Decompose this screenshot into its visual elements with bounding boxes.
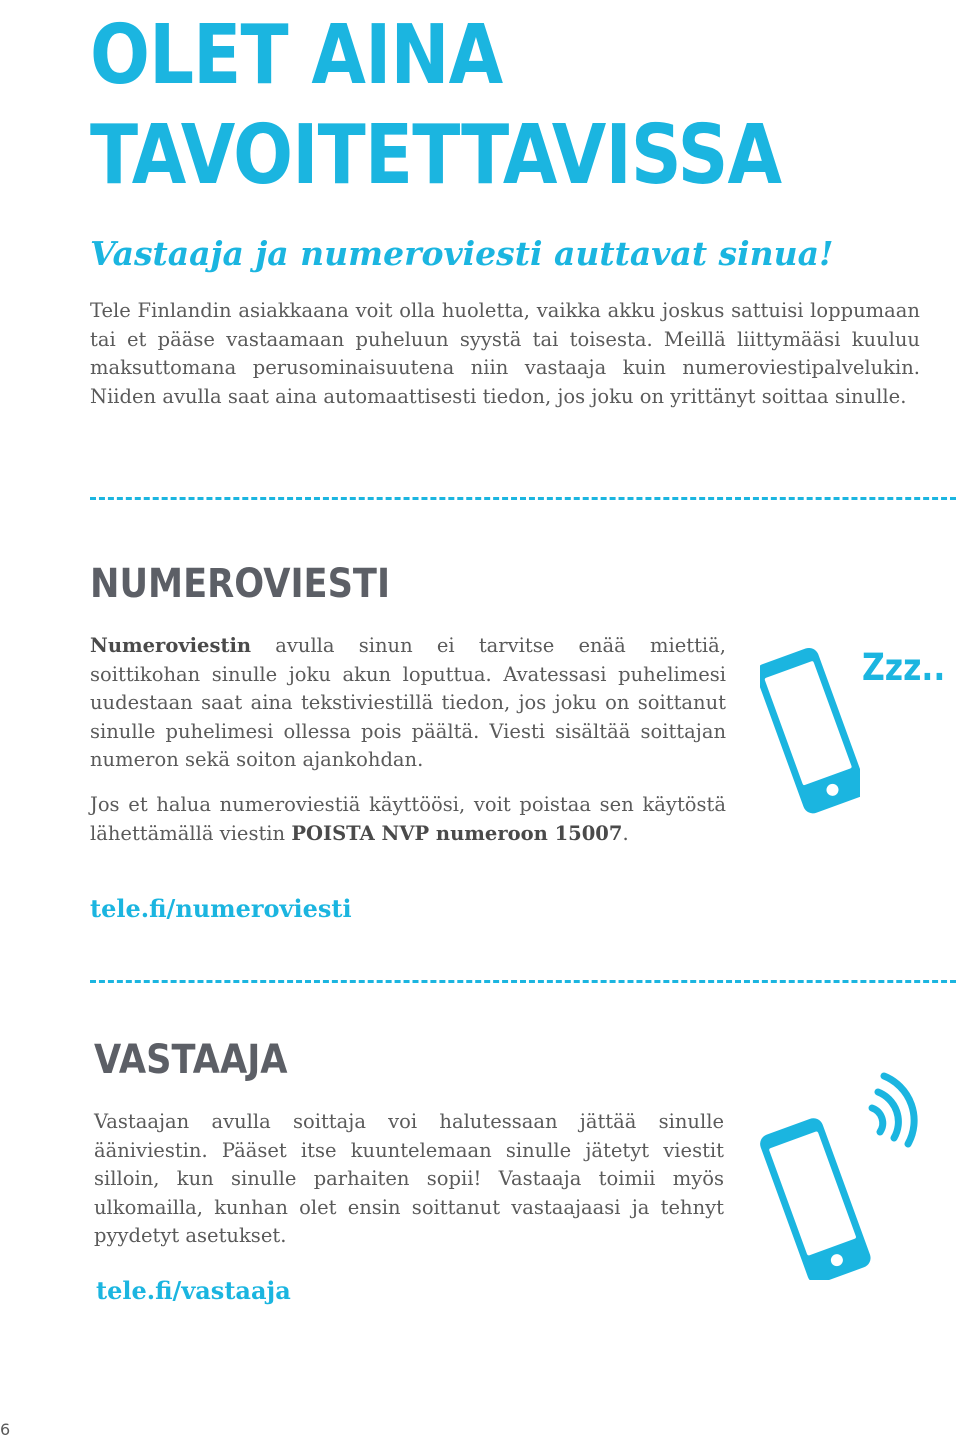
page-number: 6 (0, 1420, 11, 1439)
numeroviesti-title: NUMEROVIESTI (90, 561, 391, 607)
vastaaja-paragraph: Vastaajan avulla soittaja voi halutessaan jättää sinulle ääniviestin. Pääset itse kuuntelemaan sinulle jätetyt viestit silloin, kun sinulle parhaiten sopii! Vastaaja toimii myös ulkomailla, kunhan olet ensin soittanut vastaajaasi ja tehnyt pyydetyt asetukset. (94, 1110, 724, 1247)
headline-line-1: OLET AINA (90, 8, 503, 103)
numeroviesti-paragraph-1-text: avulla sinun ei tarvitse enää miettiä, soittikohan sinulle joku akun loputtua. Avatessasi puhelimesi uudestaan saat aina tekstiviestillä tiedon, jos joku on soittanut sinulle puhelimesi ollessa pois päältä. Viesti sisältää soittajan numeron sekä soiton ajankohdan. (90, 634, 726, 771)
numeroviesti-link[interactable]: tele.fi/numeroviesti (90, 894, 352, 923)
page-headline (90, 6, 830, 206)
numeroviesti-paragraph-1 (90, 632, 726, 775)
section-divider (90, 497, 956, 500)
page-subtitle: Vastaaja ja numeroviesti auttavat sinua! (90, 234, 834, 273)
numeroviesti-paragraph-2-end: . (622, 821, 629, 845)
vastaaja-link[interactable]: tele.fi/vastaaja (96, 1276, 291, 1305)
intro-paragraph: Tele Finlandin asiakkaana voit olla huoletta, vaikka akku joskus sattuisi loppumaan tai et pääse vastaamaan puheluun syystä tai toisesta. Meillä liittymääsi kuuluu maksuttomana perusominaisuutena niin vastaaja kuin numeroviestipalvelukin. Niiden avulla saat aina automaattisesti tiedon, jos joku on yrittänyt soittaa sinulle. (90, 299, 920, 408)
numeroviesti-paragraph-2 (90, 791, 726, 848)
sleeping-phone-icon (760, 640, 860, 822)
numeroviesti-paragraph-2-text: Jos et halua numeroviestiä käyttöösi, voit poistaa sen käytöstä lähettämällä viestin (90, 793, 726, 845)
vastaaja-title: VASTAAJA (94, 1037, 288, 1083)
ringing-phone-icon (760, 1070, 930, 1280)
numeroviesti-bold-term: Numeroviestin (90, 634, 252, 657)
sleeping-zzz-text: Zzz.. (862, 646, 946, 689)
section-divider (90, 980, 956, 983)
numeroviesti-command: POISTA NVP numeroon 15007 (291, 821, 623, 845)
headline-line-2: TAVOITETTAVISSA (90, 108, 782, 203)
